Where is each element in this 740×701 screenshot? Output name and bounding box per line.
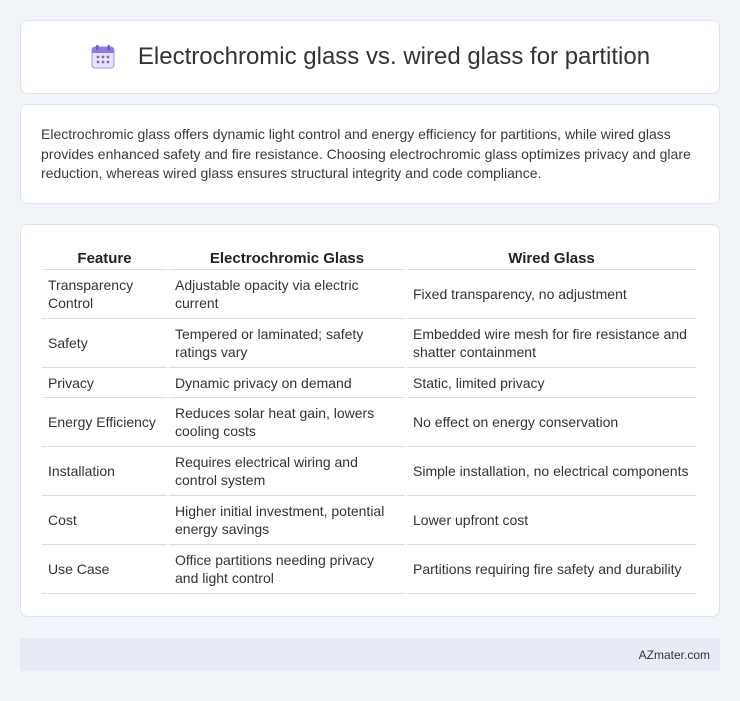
- header-electrochromic: Electrochromic Glass: [169, 245, 405, 270]
- cell-feature: Energy Efficiency: [42, 398, 167, 447]
- cell-wired: Lower upfront cost: [407, 496, 696, 545]
- title-card: [20, 20, 720, 94]
- header-wired: Wired Glass: [407, 245, 696, 270]
- cell-electrochromic: Reduces solar heat gain, lowers cooling costs: [169, 398, 405, 447]
- table-row: [42, 368, 696, 398]
- table-row: [42, 447, 696, 496]
- table-row: [42, 545, 696, 594]
- cell-feature: Cost: [42, 496, 167, 545]
- cell-wired: No effect on energy conservation: [407, 398, 696, 447]
- cell-electrochromic: Office partitions needing privacy and light control: [169, 545, 405, 594]
- cell-wired: Partitions requiring fire safety and durability: [407, 545, 696, 594]
- cell-electrochromic: Higher initial investment, potential energy savings: [169, 496, 405, 545]
- cell-wired: Static, limited privacy: [407, 368, 696, 398]
- cell-electrochromic: Requires electrical wiring and control system: [169, 447, 405, 496]
- cell-feature: Safety: [42, 319, 167, 368]
- cell-electrochromic: Tempered or laminated; safety ratings vary: [169, 319, 405, 368]
- comparison-table: [40, 245, 698, 594]
- table-row: [42, 319, 696, 368]
- intro-text: Electrochromic glass offers dynamic light control and energy efficiency for partitions, while wired glass provides enhanced safety and fire resistance. Choosing electrochromic glass optimizes privacy and glare reduction, whereas wired glass ensures structural integrity and code compliance.: [41, 126, 691, 181]
- cell-wired: Simple installation, no electrical components: [407, 447, 696, 496]
- page-title: Electrochromic glass vs. wired glass for partition: [137, 43, 651, 70]
- intro-card: [20, 104, 720, 204]
- cell-wired: Fixed transparency, no adjustment: [407, 270, 696, 319]
- calendar-icon: [90, 44, 116, 70]
- cell-wired: Embedded wire mesh for fire resistance and shatter containment: [407, 319, 696, 368]
- cell-electrochromic: Dynamic privacy on demand: [169, 368, 405, 398]
- comparison-table-card: [20, 224, 720, 617]
- footer-source-link[interactable]: AZmater.com: [638, 647, 710, 662]
- cell-feature: Use Case: [42, 545, 167, 594]
- cell-feature: Privacy: [42, 368, 167, 398]
- header-feature: Feature: [42, 245, 167, 270]
- table-row: [42, 496, 696, 545]
- table-header-row: [42, 245, 696, 270]
- cell-feature: Installation: [42, 447, 167, 496]
- table-row: [42, 398, 696, 447]
- cell-feature: Transparency Control: [42, 270, 167, 319]
- footer: [20, 638, 720, 671]
- table-row: [42, 270, 696, 319]
- cell-electrochromic: Adjustable opacity via electric current: [169, 270, 405, 319]
